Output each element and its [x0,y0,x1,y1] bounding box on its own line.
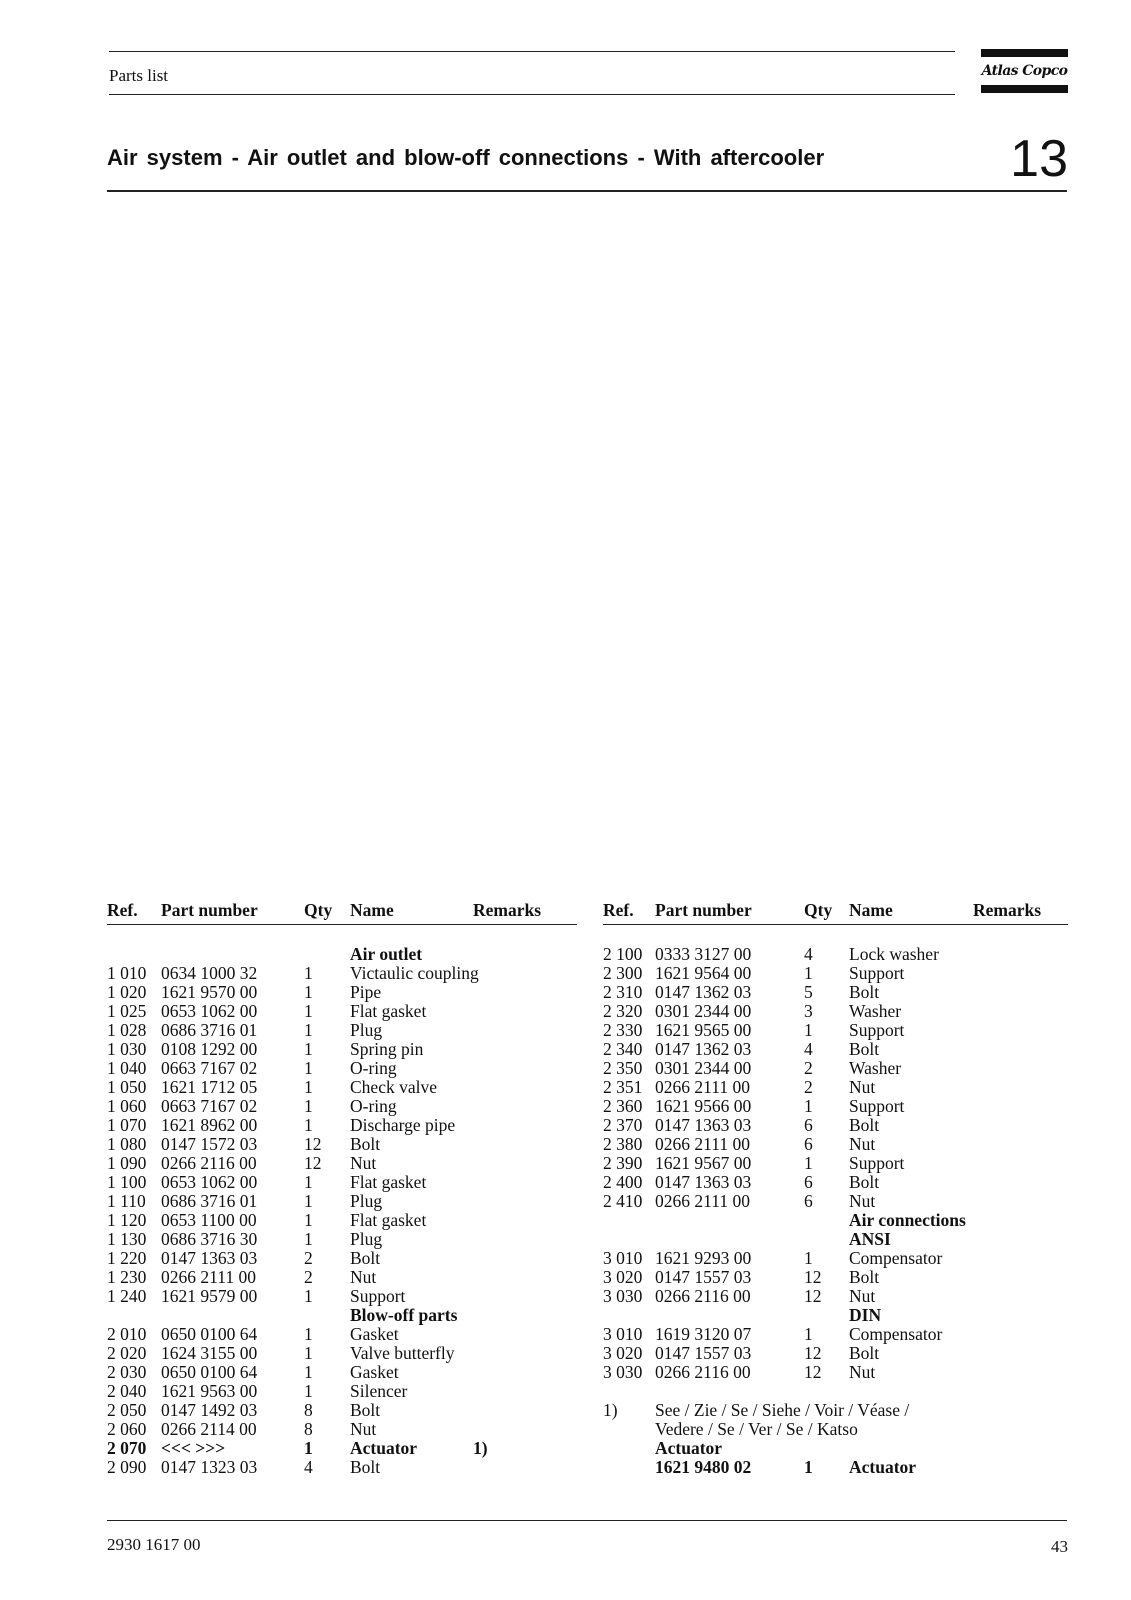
cell-qty: 2 [804,1077,813,1097]
cell-name: Air outlet [350,944,423,964]
cell-ref: 2 380 [603,1134,643,1154]
cell-part-number: 0147 1323 03 [161,1457,258,1477]
footnote [603,1382,1068,1477]
cell-name: ANSI [849,1229,891,1249]
cell-ref: 1 130 [107,1229,147,1249]
cell-qty: 1 [304,1115,313,1135]
table-row [107,1363,577,1382]
header-top-rule [109,51,955,52]
page-title: Air system - Air outlet and blow-off connections - With aftercooler [107,145,825,170]
cell-ref: 1 120 [107,1210,147,1230]
header-part-number: Part number [655,900,752,920]
cell-ref: 2 090 [107,1457,147,1477]
cell-qty: 6 [804,1172,813,1192]
table-row [603,1097,1068,1116]
cell-part-number: 0650 0100 64 [161,1324,258,1344]
cell-name: Pipe [350,982,382,1002]
table-row [603,1116,1068,1135]
cell-part-number: 0653 1062 00 [161,1172,258,1192]
table-row [107,1097,577,1116]
header-name: Name [350,900,394,920]
cell-name: Support [849,963,905,983]
cell-name: Spring pin [350,1039,424,1059]
page-number: 43 [1051,1537,1068,1556]
cell-part-number: 0147 1363 03 [655,1172,752,1192]
cell-ref: 2 330 [603,1020,643,1040]
logo-bar-top [981,49,1068,57]
section-heading-row [107,945,577,964]
footnote-line-1: See / Zie / Se / Siehe / Voir / Véase / [655,1400,910,1420]
cell-qty: 12 [804,1286,822,1306]
cell-ref: 1 070 [107,1115,147,1135]
cell-name: Discharge pipe [350,1115,456,1135]
cell-qty: 6 [804,1115,813,1135]
cell-name: O-ring [350,1096,397,1116]
table-row [107,1021,577,1040]
cell-qty: 1 [304,1381,313,1401]
table-row [603,1135,1068,1154]
table-row [107,1059,577,1078]
table-header [603,900,1068,925]
cell-name: Support [849,1096,905,1116]
table-row [603,1249,1068,1268]
table-row [107,1249,577,1268]
cell-part-number: 0686 3716 01 [161,1020,258,1040]
cell-part-number: 0147 1362 03 [655,1039,752,1059]
cell-qty: 2 [804,1058,813,1078]
cell-name: Bolt [849,1115,880,1135]
header-remarks: Remarks [473,900,542,920]
cell-qty: 1 [304,982,313,1002]
cell-name: Nut [350,1267,377,1287]
logo-bar-bottom [981,85,1068,93]
cell-qty: 1 [304,1210,313,1230]
cell-part-number: 0266 2114 00 [161,1419,257,1439]
footnote-marker: 1) [603,1400,618,1420]
table-row [603,1002,1068,1021]
cell-part-number: 0147 1557 03 [655,1343,752,1363]
cell-ref: 1 025 [107,1001,147,1021]
cell-part-number: 0266 2116 00 [655,1286,751,1306]
header-bottom-rule [109,94,955,95]
cell-qty: 1 [304,1020,313,1040]
cell-part-number: 1621 9566 00 [655,1096,752,1116]
parts-table-left [107,900,577,1477]
cell-ref: 2 390 [603,1153,643,1173]
cell-ref: 1 028 [107,1020,147,1040]
section-heading-row [107,1306,577,1325]
cell-ref: 1 040 [107,1058,147,1078]
header-qty: Qty [304,900,333,920]
table-row [107,1382,577,1401]
table-body [603,945,1068,1382]
table-row [107,1439,577,1458]
cell-name: Lock washer [849,944,939,964]
cell-qty: 3 [804,1001,813,1021]
cell-ref: 3 030 [603,1286,643,1306]
cell-part-number: 0147 1363 03 [161,1248,258,1268]
header-name: Name [849,900,893,920]
cell-part-number: 1621 9293 00 [655,1248,752,1268]
cell-qty: 1 [304,1172,313,1192]
table-row [107,1173,577,1192]
cell-part-number: 0301 2344 00 [655,1001,752,1021]
table-row [603,1344,1068,1363]
cell-part-number: 0653 1062 00 [161,1001,258,1021]
section-heading-row [603,1230,1068,1249]
cell-ref: 1 100 [107,1172,147,1192]
cell-qty: 12 [804,1343,822,1363]
footnote-qty: 1 [804,1457,813,1477]
cell-name: Bolt [849,1267,880,1287]
cell-name: Nut [849,1077,876,1097]
atlas-copco-logo [981,49,1068,93]
cell-qty: 12 [804,1362,822,1382]
cell-part-number: 1621 9563 00 [161,1381,258,1401]
cell-qty: 1 [304,1362,313,1382]
cell-part-number: 1621 9570 00 [161,982,258,1002]
cell-ref: 1 220 [107,1248,147,1268]
cell-ref: 2 070 [107,1438,147,1458]
chapter-number: 13 [1010,130,1068,188]
cell-part-number: 0147 1362 03 [655,982,752,1002]
cell-name: Bolt [849,1343,880,1363]
cell-part-number: 1624 3155 00 [161,1343,258,1363]
document-number: 2930 1617 00 [107,1535,201,1554]
cell-qty: 2 [304,1267,313,1287]
cell-ref: 2 050 [107,1400,147,1420]
table-row [603,1021,1068,1040]
cell-name: Valve butterfly [350,1343,455,1363]
footnote-name: Actuator [849,1457,917,1477]
cell-name: Blow-off parts [350,1305,458,1325]
cell-ref: 2 320 [603,1001,643,1021]
cell-qty: 12 [304,1134,322,1154]
cell-qty: 1 [304,1324,313,1344]
cell-qty: 1 [304,1191,313,1211]
table-row [107,1420,577,1439]
cell-part-number: 0333 3127 00 [655,944,752,964]
cell-qty: 12 [304,1153,322,1173]
cell-ref: 1 110 [107,1191,146,1211]
table-row [107,1116,577,1135]
table-row [603,964,1068,983]
cell-name: Support [849,1020,905,1040]
cell-qty: 4 [804,944,813,964]
table-row [107,1154,577,1173]
cell-part-number: 1621 9579 00 [161,1286,258,1306]
table-row [107,1344,577,1363]
cell-part-number: 1619 3120 07 [655,1324,752,1344]
cell-name: Bolt [849,982,880,1002]
cell-ref: 1 090 [107,1153,147,1173]
cell-part-number: 0301 2344 00 [655,1058,752,1078]
cell-name: Plug [350,1229,383,1249]
cell-qty: 6 [804,1134,813,1154]
cell-part-number: 0266 2111 00 [655,1134,750,1154]
table-row [603,1287,1068,1306]
table-row [107,1458,577,1477]
cell-name: Gasket [350,1324,399,1344]
cell-ref: 2 350 [603,1058,643,1078]
table-row [603,983,1068,1002]
cell-name: Nut [350,1153,377,1173]
cell-name: Compensator [849,1324,943,1344]
cell-qty: 1 [304,1058,313,1078]
cell-part-number: 0686 3716 30 [161,1229,258,1249]
section-heading-row [603,1306,1068,1325]
cell-name: Support [350,1286,406,1306]
cell-part-number: 1621 8962 00 [161,1115,258,1135]
cell-ref: 2 060 [107,1419,147,1439]
table-row [107,1002,577,1021]
cell-qty: 8 [304,1419,313,1439]
cell-ref: 2 370 [603,1115,643,1135]
table-row [603,1040,1068,1059]
cell-qty: 5 [804,982,813,1002]
cell-name: Compensator [849,1248,943,1268]
cell-ref: 2 410 [603,1191,643,1211]
cell-ref: 1 080 [107,1134,147,1154]
table-row [603,1078,1068,1097]
cell-name: Bolt [350,1457,381,1477]
cell-part-number: 0663 7167 02 [161,1096,258,1116]
cell-ref: 3 030 [603,1362,643,1382]
cell-ref: 1 010 [107,963,147,983]
cell-ref: 2 030 [107,1362,147,1382]
table-header [107,900,577,925]
table-row [603,1192,1068,1211]
cell-qty: 1 [304,963,313,983]
header-qty: Qty [804,900,833,920]
cell-name: Actuator [350,1438,418,1458]
cell-qty: 1 [304,1096,313,1116]
table-row [603,1325,1068,1344]
cell-qty: 1 [804,1096,813,1116]
table-row [603,945,1068,964]
cell-ref: 3 020 [603,1267,643,1287]
cell-qty: 1 [304,1286,313,1306]
cell-name: Bolt [849,1172,880,1192]
cell-part-number: 0147 1363 03 [655,1115,752,1135]
cell-part-number: 0108 1292 00 [161,1039,258,1059]
cell-part-number: 1621 9564 00 [655,963,752,983]
table-row [107,1401,577,1420]
cell-ref: 2 100 [603,944,643,964]
table-row [107,1211,577,1230]
table-row [107,1230,577,1249]
table-row [107,1325,577,1344]
cell-ref: 1 020 [107,982,147,1002]
cell-name: Victaulic coupling [350,963,479,983]
header-ref: Ref. [603,900,634,920]
cell-qty: 6 [804,1191,813,1211]
cell-name: Nut [849,1191,876,1211]
cell-ref: 2 400 [603,1172,643,1192]
cell-ref: 2 300 [603,963,643,983]
cell-part-number: 0686 3716 01 [161,1191,258,1211]
cell-qty: 1 [804,963,813,983]
cell-name: Bolt [350,1400,381,1420]
table-row [107,1078,577,1097]
title-rule [107,190,1067,192]
table-row [107,964,577,983]
header-ref: Ref. [107,900,138,920]
cell-name: Nut [849,1362,876,1382]
cell-name: Washer [849,1001,902,1021]
cell-part-number: <<< >>> [161,1438,226,1458]
cell-qty: 2 [304,1248,313,1268]
cell-name: Nut [849,1134,876,1154]
cell-name: Plug [350,1020,383,1040]
cell-qty: 1 [804,1153,813,1173]
parts-table-right [603,900,1068,1477]
table-row [603,1268,1068,1287]
cell-part-number: 1621 1712 05 [161,1077,258,1097]
cell-ref: 2 360 [603,1096,643,1116]
cell-name: Bolt [350,1248,381,1268]
cell-part-number: 0663 7167 02 [161,1058,258,1078]
cell-part-number: 0266 2116 00 [161,1153,257,1173]
cell-qty: 4 [304,1457,313,1477]
cell-ref: 1 030 [107,1039,147,1059]
cell-ref: 2 020 [107,1343,147,1363]
cell-part-number: 0266 2111 00 [655,1077,750,1097]
table-row [107,1192,577,1211]
cell-ref: 2 010 [107,1324,147,1344]
cell-qty: 1 [304,1001,313,1021]
cell-part-number: 0653 1100 00 [161,1210,257,1230]
cell-part-number: 0634 1000 32 [161,963,258,983]
cell-name: DIN [849,1305,882,1325]
cell-qty: 1 [804,1248,813,1268]
cell-name: Nut [849,1286,876,1306]
cell-ref: 1 060 [107,1096,147,1116]
table-row [107,1287,577,1306]
table-row [107,983,577,1002]
cell-ref: 1 240 [107,1286,147,1306]
header-part-number: Part number [161,900,258,920]
cell-name: O-ring [350,1058,397,1078]
cell-ref: 3 010 [603,1248,643,1268]
cell-name: Gasket [350,1362,399,1382]
cell-part-number: 0147 1492 03 [161,1400,258,1420]
cell-remarks: 1) [473,1438,488,1458]
cell-name: Plug [350,1191,383,1211]
cell-qty: 12 [804,1267,822,1287]
cell-part-number: 0266 2111 00 [161,1267,256,1287]
table-row [107,1135,577,1154]
cell-ref: 2 351 [603,1077,643,1097]
cell-name: Check valve [350,1077,437,1097]
cell-part-number: 1621 9565 00 [655,1020,752,1040]
cell-qty: 1 [304,1343,313,1363]
section-heading-row [603,1211,1068,1230]
cell-name: Air connections [849,1210,966,1230]
cell-ref: 3 010 [603,1324,643,1344]
footnote-line-2: Vedere / Se / Ver / Se / Katso [655,1419,858,1439]
cell-qty: 1 [304,1229,313,1249]
cell-ref: 2 310 [603,982,643,1002]
cell-part-number: 0147 1557 03 [655,1267,752,1287]
cell-qty: 8 [304,1400,313,1420]
cell-name: Washer [849,1058,902,1078]
cell-qty: 1 [804,1020,813,1040]
footnote-subject: Actuator [655,1438,723,1458]
cell-part-number: 0266 2116 00 [655,1362,751,1382]
table-body [107,945,577,1477]
cell-qty: 1 [304,1077,313,1097]
logo-wordmark: Atlas Copco [981,63,1068,79]
cell-name: Silencer [350,1381,408,1401]
cell-ref: 2 040 [107,1381,147,1401]
cell-part-number: 0147 1572 03 [161,1134,258,1154]
cell-ref: 3 020 [603,1343,643,1363]
cell-ref: 1 050 [107,1077,147,1097]
table-row [603,1363,1068,1382]
section-label: Parts list [109,66,169,85]
cell-name: Flat gasket [350,1172,427,1192]
table-row [603,1154,1068,1173]
cell-name: Nut [350,1419,377,1439]
cell-ref: 2 340 [603,1039,643,1059]
cell-name: Support [849,1153,905,1173]
cell-qty: 4 [804,1039,813,1059]
cell-qty: 1 [804,1324,813,1344]
table-row [107,1040,577,1059]
cell-part-number: 0266 2111 00 [655,1191,750,1211]
cell-qty: 1 [304,1039,313,1059]
cell-ref: 1 230 [107,1267,147,1287]
cell-part-number: 0650 0100 64 [161,1362,258,1382]
footnote-part-number: 1621 9480 02 [655,1457,752,1477]
cell-name: Bolt [849,1039,880,1059]
header-remarks: Remarks [973,900,1042,920]
cell-name: Bolt [350,1134,381,1154]
cell-part-number: 1621 9567 00 [655,1153,752,1173]
cell-qty: 1 [304,1438,313,1458]
table-row [603,1173,1068,1192]
table-row [107,1268,577,1287]
cell-name: Flat gasket [350,1210,427,1230]
footer-rule [107,1520,1067,1521]
table-row [603,1059,1068,1078]
cell-name: Flat gasket [350,1001,427,1021]
